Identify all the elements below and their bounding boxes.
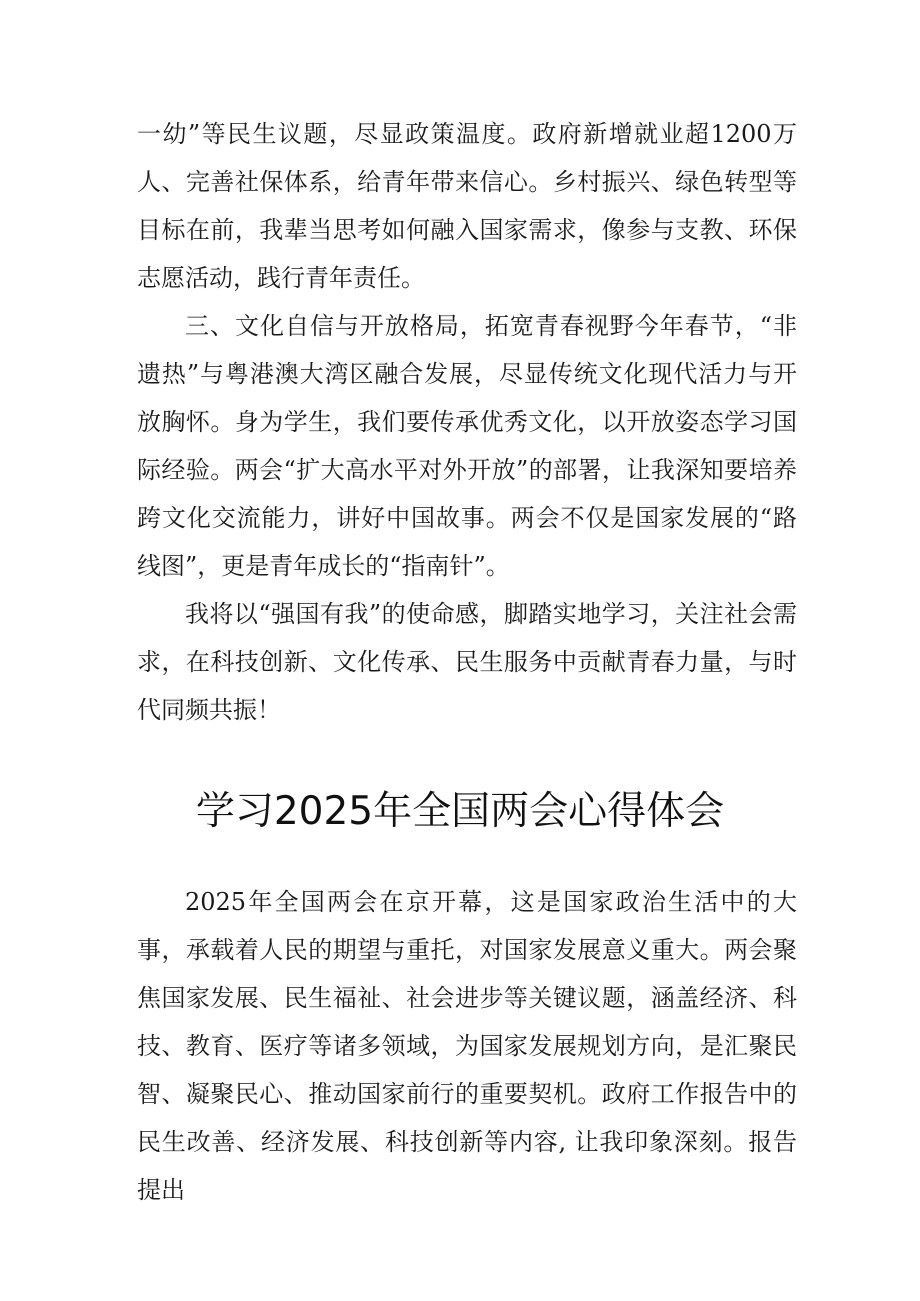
document-title: 学习2025年全国两会心得体会: [195, 789, 725, 834]
body-paragraph-2: [137, 302, 797, 590]
paragraph-text: 2025年全国两会在京开幕，这是国家政治生活中的大事，承载着人民的期望与重托，对国家发展意义重大。两会聚焦国家发展、民生福祉、社会进步等关键议题，涵盖经济、科技、教育、医疗等诸多领域，为国家发展规划方向，是汇聚民智、凝聚民心、推动国家前行的重要契机。政府工作报告中的民生改善、经济发展、科技创新等内容, 让我印象深刻。报告提出: [137, 888, 797, 1204]
paragraph-text: 我将以“强国有我”的使命感，脚踏实地学习，关注社会需求，在科技创新、文化传承、民生服务中贡献青春力量，与时代同频共振！: [137, 600, 797, 724]
body-paragraph-1: [137, 110, 797, 302]
body-paragraph-3: [137, 590, 797, 734]
paragraph-text: 一幼”等民生议题，尽显政策温度。政府新增就业超1200万人、完善社保体系，给青年带来信心。乡村振兴、绿色转型等目标在前，我辈当思考如何融入国家需求，像参与支教、环保志愿活动，践行青年责任。: [137, 120, 797, 292]
body-paragraph-4: [137, 878, 797, 1214]
paragraph-text: 三、文化自信与开放格局，拓宽青春视野今年春节，“非遗热”与粤港澳大湾区融合发展，尽显传统文化现代活力与开放胸怀。身为学生，我们要传承优秀文化，以开放姿态学习国际经验。两会“扩大高水平对外开放”的部署，让我深知要培养跨文化交流能力，讲好中国故事。两会不仅是国家发展的“路线图”，更是青年成长的“指南针”。: [137, 312, 797, 580]
